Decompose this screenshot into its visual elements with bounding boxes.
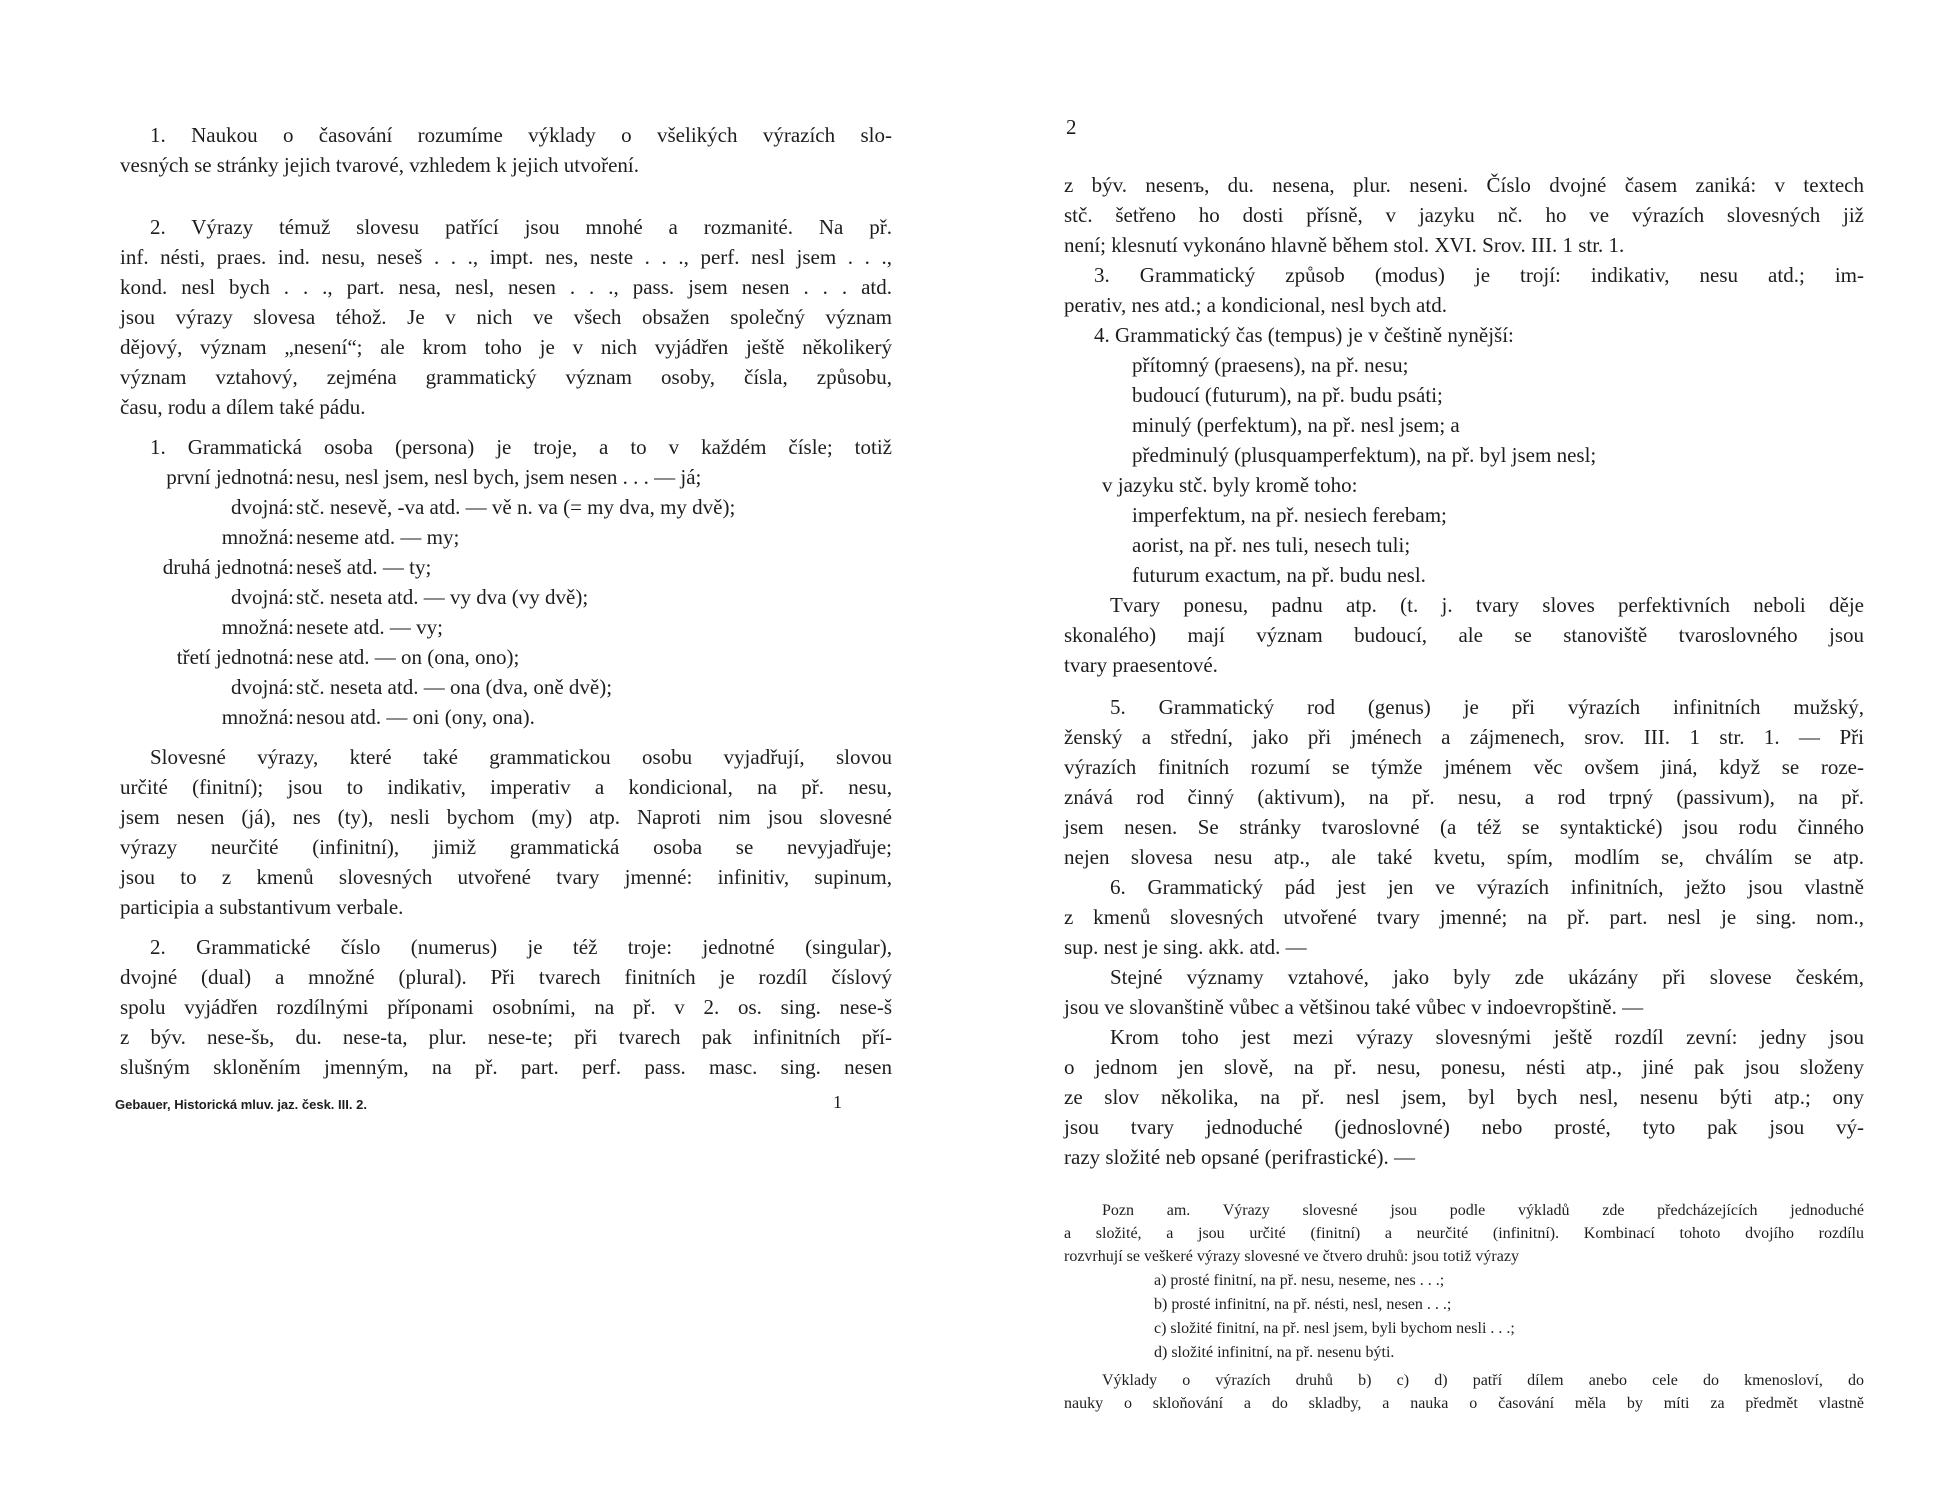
person-forms: nese atd. — on (ona, ono); [296,645,520,669]
tvary-line-3: tvary praesentové. [1064,653,1218,677]
person-label: množná: [221,705,294,729]
krom-line-2: o jednom jen slově, na př. nesu, ponesu, nésti atp., jiné pak jsou složeny [1064,1055,1864,1079]
para2-line-4: jsou výrazy slovesa téhož. Je v nich ve všech obsažen společný význam [120,305,892,329]
note-tail-2: nauky o skloňování a do skladby, a nauka o časování měla by míti za předmět vlastně [1064,1395,1864,1412]
rod-line-4: znává rod činný (aktivum), na př. nesu, a rod trpný (passivum), na př. [1064,785,1864,809]
krom-line-1: Krom toho jest mezi výrazy slovesnými ještě rozdíl zevní: jedny jsou [1110,1025,1864,1049]
urcite-line-3: jsem nesen (já), nes (ty), nesli bychom (my) atp. Naproti nim jsou slovesné [120,805,892,829]
person-forms: nesete atd. — vy; [296,615,443,639]
krom-line-5: razy složité neb opsané (perifrastické). — [1064,1145,1416,1169]
urcite-line-5: jsou to z kmenů slovesných utvořené tvary jmenné: infinitiv, supinum, [120,865,892,889]
person-forms: nesu, nesl jsem, nesl bych, jsem nesen . . . — já; [296,465,702,489]
urcite-line-6: participia a substantivum verbale. [120,895,404,919]
para2-line-7: času, rodu a dílem také pádu. [120,395,366,419]
note-tail-1: Výklady o výrazích druhů b) c) d) patří dílem anebo cele do kmenosloví, do [1102,1372,1864,1389]
rod-line-5: jsem nesen. Se stránky tvaroslovné (a též se syntaktické) jsou rodu činného [1064,815,1864,839]
stc-intro: v jazyku stč. byly kromě toho: [1102,473,1358,497]
stejne-line-2: jsou ve slovanštině vůbec a většinou také vůbec v indoevropštině. — [1064,995,1644,1019]
stc-item: futurum exactum, na př. budu nesl. [1132,563,1426,587]
note-item: d) složité infinitní, na př. nesenu býti. [1154,1344,1395,1361]
urcite-line-2: určité (finitní); jsou to indikativ, imperativ a kondicional, na př. nesu, [120,775,892,799]
para2-line-3: kond. nesl bych . . ., part. nesa, nesl, nesen . . ., pass. jsem nesen . . . atd. [120,275,892,299]
cas-item: budoucí (futurum), na př. budu psáti; [1132,383,1443,407]
osoba-intro: 1. Grammatická osoba (persona) je troje, a to v každém čísle; totiž [150,435,892,459]
person-label: třetí jednotná: [176,645,294,669]
page-number: 2 [1066,115,1077,139]
urcite-line-4: výrazy neurčité (infinitní), jimiž grammatická osoba se nevyjadřuje; [120,835,892,859]
pad-line-1: 6. Grammatický pád jest jen ve výrazích infinitních, ježto jsou vlastně [1110,875,1864,899]
sheet-number: 1 [833,1092,842,1112]
pad-line-3: sup. nest je sing. akk. atd. — [1064,935,1307,959]
continuation-line-3: není; klesnutí vykonáno hlavně během stol. XVI. Srov. III. 1 str. 1. [1064,233,1625,257]
cislo-line-4: z býv. nese-šь, du. nese-ta, plur. nese-te; při tvarech pak infinitních pří- [120,1025,892,1049]
person-label: množná: [221,525,294,549]
para2-line-2: inf. nésti, praes. ind. nesu, neseš . . ., impt. nes, neste . . ., perf. nesl jsem . . ., [120,245,892,269]
person-forms: neseš atd. — ty; [296,555,432,579]
krom-line-3: ze slov několika, na př. nesl jsem, byl bych nesl, nesenu býti atp.; ony [1064,1085,1864,1109]
pad-line-2: z kmenů slovesných utvořené tvary jmenné; na př. part. nesl je sing. nom., [1064,905,1864,929]
cislo-line-5: slušným skloněním jmenným, na př. part. perf. pass. masc. sing. nesen [120,1055,892,1079]
para1-line-1: 1. Naukou o časování rozumíme výklady o všelikých výrazích slo- [150,123,892,147]
stejne-line-1: Stejné významy vztahové, jako byly zde ukázány při slovese českém, [1110,965,1864,989]
cas-item: předminulý (plusquamperfektum), na př. byl jsem nesl; [1132,443,1597,467]
krom-line-4: jsou tvary jednoduché (jednoslovné) nebo prosté, tyto pak jsou vý- [1064,1115,1864,1139]
para2-line-1: 2. Výrazy témuž slovesu patřící jsou mnohé a rozmanité. Na př. [150,215,892,239]
stc-item: imperfektum, na př. nesiech ferebam; [1132,503,1447,527]
person-label: první jednotná: [166,465,294,489]
cas-intro: 4. Grammatický čas (tempus) je v češtině nynější: [1094,323,1514,347]
continuation-line-2: stč. šetřeno ho dosti přísně, v jazyku nč. ho ve výrazích slovesných již [1064,203,1864,227]
person-label: dvojná: [231,675,294,699]
person-forms: nesou atd. — oni (ony, ona). [296,705,535,729]
person-label: dvojná: [231,495,294,519]
person-forms: stč. neseta atd. — vy dva (vy dvě); [296,585,589,609]
cislo-line-2: dvojné (dual) a množné (plural). Při tvarech finitních je rozdíl číslový [120,965,892,989]
rod-line-6: nejen slovesa nesu atp., ale také kvetu, spím, modlím se, chválím se atp. [1064,845,1864,869]
zpusob-line-1: 3. Grammatický způsob (modus) je trojí: indikativ, nesu atd.; im- [1094,263,1864,287]
cislo-line-3: spolu vyjádřen rozdílnými příponami osobními, na př. v 2. os. sing. nese-š [120,995,892,1019]
rod-line-2: ženský a střední, jako při jménech a zájmenech, srov. III. 1 str. 1. — Při [1064,725,1864,749]
person-forms: neseme atd. — my; [296,525,460,549]
para2-line-5: dějový, význam „nesení“; ale krom toho je v nich vyjádřen ještě několikerý [120,335,892,359]
note-line-2: a složité, a jsou určité (finitní) a neurčité (infinitní). Kombinací tohoto dvojího rozdílu [1064,1225,1864,1242]
person-label: dvojná: [231,585,294,609]
footer-signature: Gebauer, Historická mluv. jaz. česk. III. 2. [115,1097,367,1112]
person-label: množná: [221,615,294,639]
note-item: c) složité finitní, na př. nesl jsem, byli bychom nesli . . .; [1154,1320,1515,1337]
tvary-lead: Tvary ponesu, padnu atp. (t. j. tvary sloves perfektivních neboli děje [1110,593,1864,617]
cas-item: minulý (perfektum), na př. nesl jsem; a [1132,413,1460,437]
note-item: b) prosté infinitní, na př. nésti, nesl, nesen . . .; [1154,1296,1452,1313]
para1-line-2: vesných se stránky jejich tvarové, vzhledem k jejich utvoření. [120,153,640,177]
zpusob-line-2: perativ, nes atd.; a kondicional, nesl bych atd. [1064,293,1447,317]
person-label: druhá jednotná: [162,555,294,579]
rod-line-3: výrazích finitních rozumí se týmže jménem věc ovšem jiná, když se roze- [1064,755,1864,779]
urcite-line-1: Slovesné výrazy, které také grammatickou osobu vyjadřují, slovou [150,745,892,769]
right-page [976,0,1952,1500]
person-forms: stč. neseta atd. — ona (dva, oně dvě); [296,675,613,699]
note-item: a) prosté finitní, na př. nesu, neseme, nes . . .; [1154,1272,1445,1289]
rod-line-1: 5. Grammatický rod (genus) je při výrazích infinitních mužský, [1110,695,1864,719]
cislo-line-1: 2. Grammatické číslo (numerus) je též troje: jednotné (singular), [150,935,892,959]
stc-item: aorist, na př. nes tuli, nesech tuli; [1132,533,1411,557]
continuation-line-1: z býv. nesenъ, du. nesena, plur. neseni. Číslo dvojné časem zaniká: v textech [1064,173,1864,197]
note-line-3: rozvrhují se veškeré výrazy slovesné ve čtvero druhů: jsou totiž výrazy [1064,1248,1519,1265]
tvary-line-2: skonalého) mají význam budoucí, ale se stanoviště tvaroslovného jsou [1064,623,1864,647]
cas-item: přítomný (praesens), na př. nesu; [1132,353,1409,377]
para2-line-6: význam vztahový, zejména grammatický význam osoby, čísla, způsobu, [120,365,892,389]
note-line-1: Pozn am. Výrazy slovesné jsou podle výkladů zde předcházejících jednoduché [1102,1202,1864,1219]
person-forms: stč. nesevě, -va atd. — vě n. va (= my dva, my dvě); [296,495,736,519]
